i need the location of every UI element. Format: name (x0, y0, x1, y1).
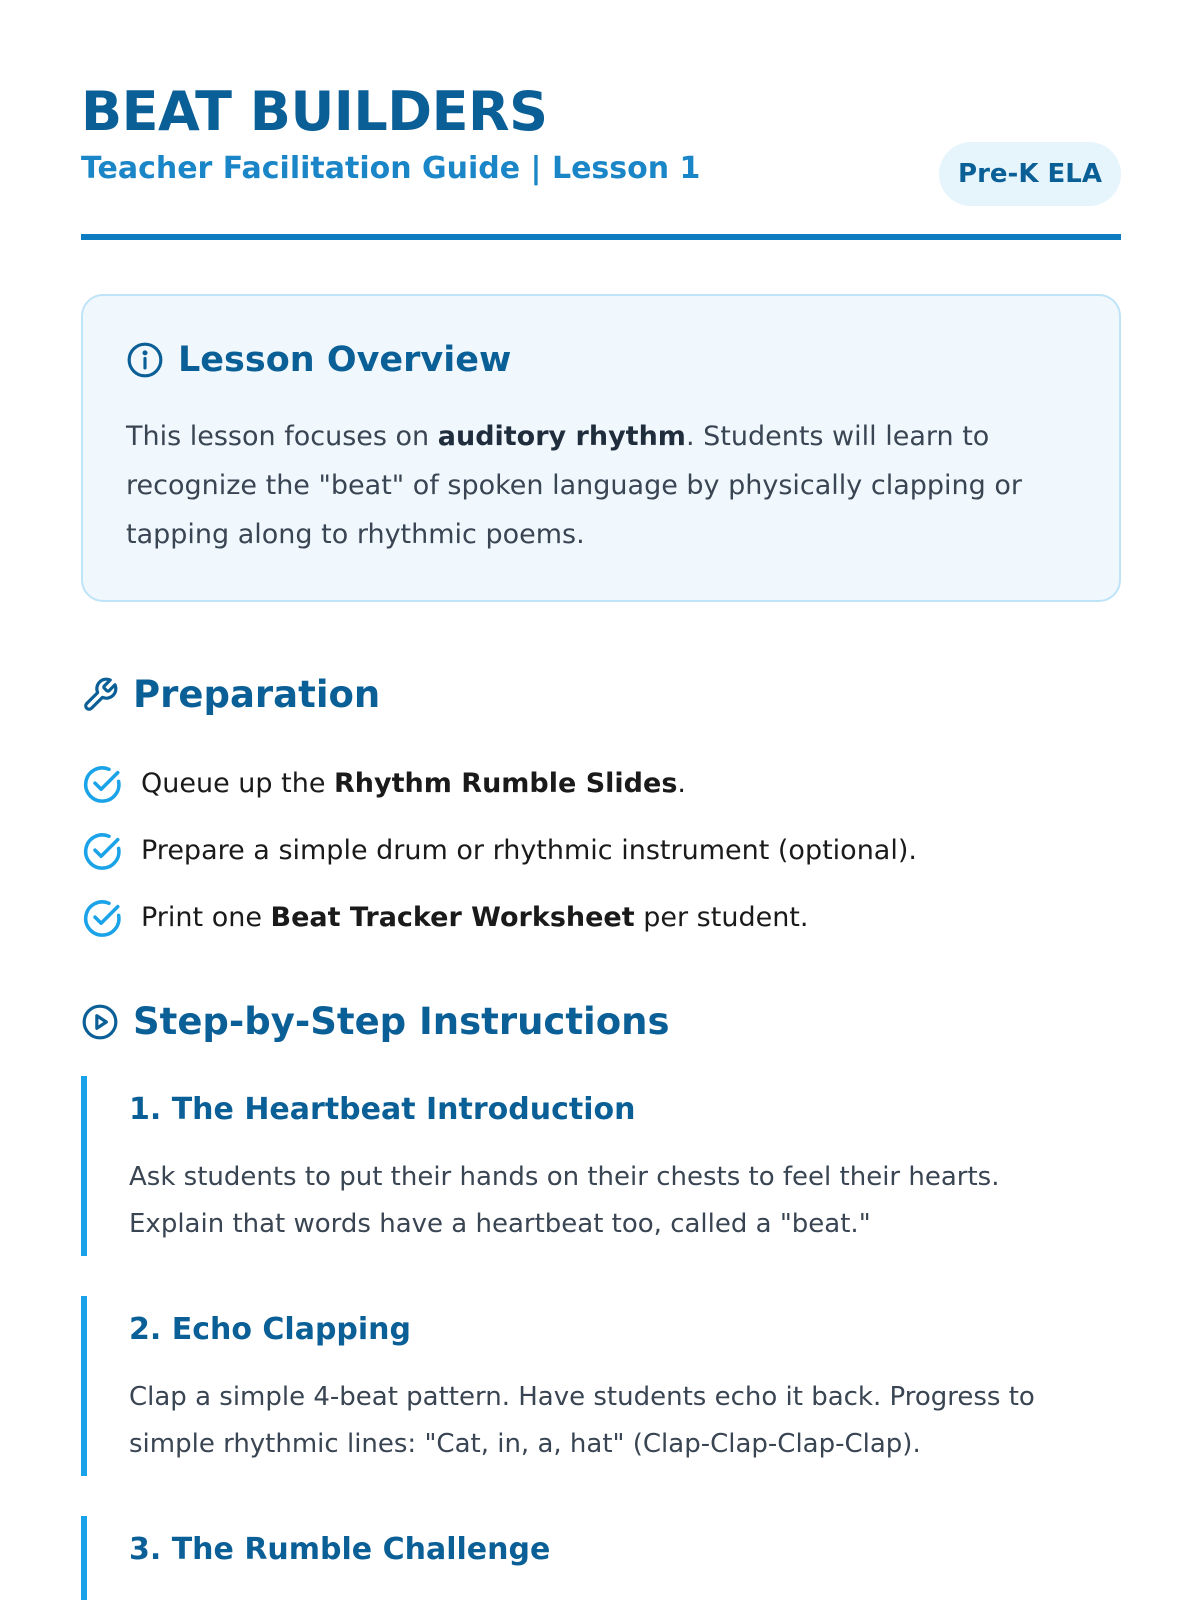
prep-text-part: . (677, 768, 686, 799)
instructions-header (81, 999, 670, 1045)
overview-text-part: . Students will learn to recognize the "beat" of spoken language by physically clapping or tapping along to rhythmic poems. (126, 421, 1022, 550)
instructions-heading: Step-by-Step Instructions (133, 1000, 670, 1043)
step-card (81, 1076, 1127, 1256)
grade-badge: Pre-K ELA (939, 142, 1121, 206)
prep-text-part: Queue up the (141, 768, 335, 799)
prep-text-part: Prepare a simple drum or rhythmic instrument (optional). (141, 835, 917, 866)
overview-heading: Lesson Overview (178, 340, 512, 380)
preparation-list (81, 750, 1121, 951)
step-title: 3. The Rumble Challenge (129, 1532, 551, 1567)
prep-text-part: per student. (634, 902, 809, 933)
step-card (81, 1296, 1127, 1476)
prep-item-text (141, 835, 917, 866)
header-divider (81, 234, 1121, 240)
overview-text-emphasis: auditory rhythm (437, 421, 686, 452)
step-card (81, 1516, 1127, 1600)
list-item (81, 817, 1121, 884)
check-circle-icon (81, 897, 123, 939)
page-title: BEAT BUILDERS (81, 80, 548, 143)
check-circle-icon (81, 763, 123, 805)
list-item (81, 884, 1121, 951)
step-body: Ask students to put their hands on their chests to feel their hearts. Explain that words have a heartbeat too, called a "beat." (129, 1162, 1000, 1239)
prep-item-text (141, 902, 808, 933)
wrench-icon (81, 676, 119, 714)
step-title: 1. The Heartbeat Introduction (129, 1092, 636, 1127)
lesson-overview-card (81, 294, 1121, 602)
preparation-heading: Preparation (133, 673, 381, 716)
overview-text-part: This lesson focuses on (126, 421, 438, 452)
prep-item-text (141, 768, 686, 799)
list-item (81, 750, 1121, 817)
prep-text-emphasis: Rhythm Rumble Slides (334, 768, 678, 799)
play-circle-icon (81, 1003, 119, 1041)
info-icon (126, 341, 164, 379)
prep-text-part: Print one (141, 902, 271, 933)
page-subtitle: Teacher Facilitation Guide | Lesson 1 (81, 151, 701, 186)
overview-header (126, 338, 511, 382)
step-title: 2. Echo Clapping (129, 1312, 412, 1347)
prep-text-emphasis: Beat Tracker Worksheet (270, 902, 635, 933)
check-circle-icon (81, 830, 123, 872)
overview-text (126, 412, 1086, 559)
step-body: Clap a simple 4-beat pattern. Have students echo it back. Progress to simple rhythmic lines: "Cat, in, a, hat" (Clap-Clap-Clap-Clap). (129, 1382, 1035, 1459)
preparation-header (81, 672, 380, 718)
